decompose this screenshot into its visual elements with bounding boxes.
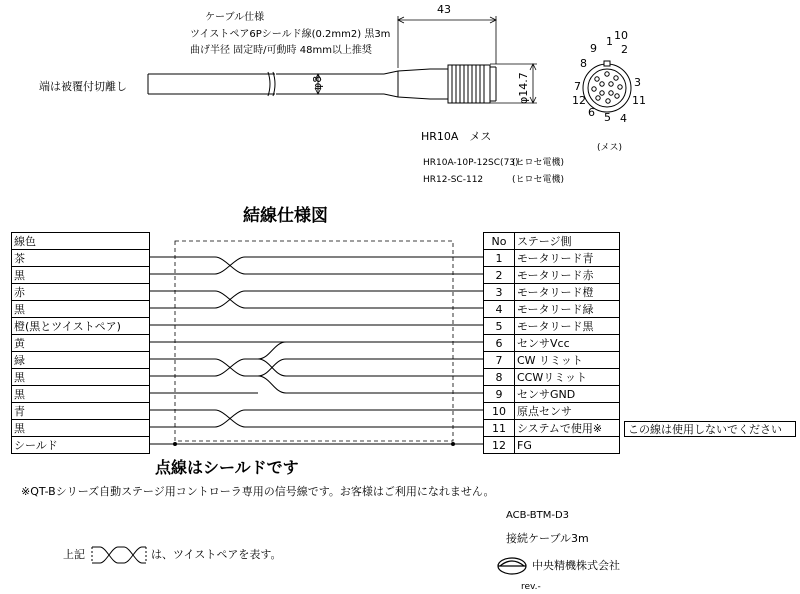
- pin-function: モータリード黒: [515, 318, 620, 335]
- pin-function: 原点センサ: [515, 403, 620, 420]
- pin-function: センサVcc: [515, 335, 620, 352]
- pin-no: 6: [484, 335, 515, 352]
- part-number-2-maker: (ヒロセ電機): [512, 175, 565, 185]
- wire-color-row: 黒: [12, 301, 150, 318]
- pin-function: CW リミット: [515, 352, 620, 369]
- wire-color-row: 茶: [12, 250, 150, 267]
- pin-label-8: 8: [580, 57, 587, 70]
- pin-no-header: No: [484, 233, 515, 250]
- shield-dot-right: [451, 442, 455, 446]
- pin-label-7: 7: [574, 80, 581, 93]
- dimension-phi14-7-label: φ14.7: [517, 72, 530, 104]
- wire-color-table: [11, 232, 150, 454]
- end-note: 端は被覆付切離し: [39, 80, 127, 93]
- pin-function: モータリード青: [515, 250, 620, 267]
- wire-color-row: 橙(黒とツイストペア): [12, 318, 150, 335]
- pin-label-3: 3: [634, 76, 641, 89]
- pin-no: 11: [484, 420, 515, 437]
- legend-suffix: は、ツイストペアを表す。: [151, 548, 282, 561]
- dimension-43-label: 43: [437, 3, 451, 16]
- pin-no: 3: [484, 284, 515, 301]
- pin-function: モータリード緑: [515, 301, 620, 318]
- footnote: ※QT-Bシリーズ自動ステージ用コントローラ専用の信号線です。お客様はご利用になれません。: [21, 485, 495, 498]
- wire-color-row: 黒: [12, 386, 150, 403]
- pin-label-5: 5: [604, 111, 611, 124]
- pin-label-2: 2: [621, 43, 628, 56]
- pin-function: モータリード橙: [515, 284, 620, 301]
- pin-no: 2: [484, 267, 515, 284]
- dimension-43: [398, 16, 496, 68]
- part-number-2: HR12-SC-112: [423, 175, 484, 185]
- pin-label-9: 9: [590, 42, 597, 55]
- wire-color-row: 黄: [12, 335, 150, 352]
- pinout-face: [583, 61, 631, 112]
- title-name: 接続ケーブル3m: [506, 532, 589, 545]
- pin-function: CCWリミット: [515, 369, 620, 386]
- connector-title: HR10A メス: [421, 130, 492, 143]
- pin-label-1: 1: [606, 35, 613, 48]
- wiring-lines: [150, 257, 483, 444]
- cable-spec-line2: 曲げ半径 固定時/可動時 48mm以上推奨: [190, 45, 372, 56]
- title-rev: rev.-: [521, 582, 541, 592]
- pin-function: システムで使用※: [515, 420, 620, 437]
- row11-warning-note: この線は使用しないでください: [624, 421, 796, 437]
- stage-side-header: ステージ側: [515, 233, 620, 250]
- wire-color-header: 線色: [12, 233, 150, 250]
- stage-pin-table: [483, 232, 620, 454]
- legend-prefix: 上記: [63, 548, 85, 561]
- cable-spec-heading: ケーブル仕様: [205, 12, 265, 23]
- shield-dot-left: [173, 442, 177, 446]
- pin-no: 10: [484, 403, 515, 420]
- wiring-title: 結線仕様図: [243, 206, 328, 226]
- title-company: 中央精機株式会社: [532, 559, 620, 572]
- part-number-1-maker: (ヒロセ電機): [512, 158, 565, 168]
- pinout-gender-label: (メス): [597, 143, 623, 153]
- pin-no: 1: [484, 250, 515, 267]
- wire-color-row: 黒: [12, 369, 150, 386]
- part-number-1: HR10A-10P-12SC(73): [423, 158, 519, 168]
- pin-function: センサGND: [515, 386, 620, 403]
- title-model: ACB-BTM-D3: [506, 510, 570, 521]
- cable-spec-line1: ツイストペア6Pシールド線(0.2mm2) 黒3m: [190, 29, 391, 40]
- pin-function: モータリード赤: [515, 267, 620, 284]
- pin-no: 7: [484, 352, 515, 369]
- dimension-phi8-label: φ8: [311, 75, 324, 90]
- pin-label-12: 12: [572, 94, 586, 107]
- twist-legend-symbol: [92, 547, 146, 563]
- shield-outline: [175, 241, 453, 441]
- wire-color-row: 青: [12, 403, 150, 420]
- wire-color-row: 黒: [12, 420, 150, 437]
- wire-color-row: シールド: [12, 437, 150, 454]
- pin-label-10: 10: [614, 29, 628, 42]
- pin-no: 9: [484, 386, 515, 403]
- wire-color-row: 赤: [12, 284, 150, 301]
- wire-color-row: 緑: [12, 352, 150, 369]
- pin-no: 4: [484, 301, 515, 318]
- pin-label-4: 4: [620, 112, 627, 125]
- pin-label-11: 11: [632, 94, 646, 107]
- shield-caption: 点線はシールドです: [155, 458, 299, 477]
- pin-label-6: 6: [588, 106, 595, 119]
- company-logo: [498, 558, 526, 574]
- wire-color-row: 黒: [12, 267, 150, 284]
- pin-no: 12: [484, 437, 515, 454]
- pin-function: FG: [515, 437, 620, 454]
- pin-no: 5: [484, 318, 515, 335]
- pin-no: 8: [484, 369, 515, 386]
